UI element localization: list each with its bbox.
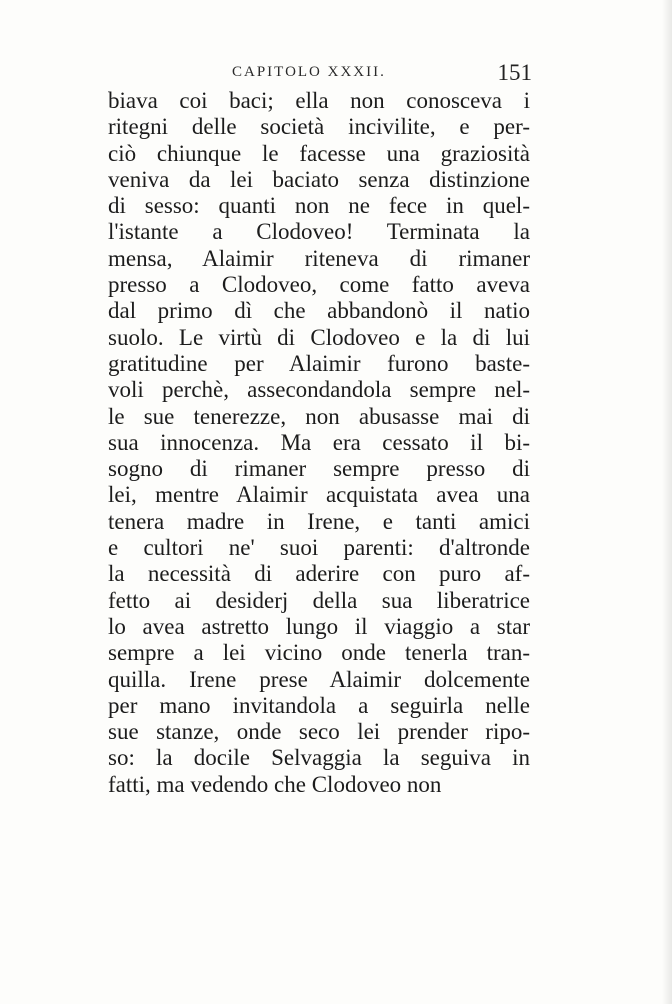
text-line: la necessità di aderire con puro af- xyxy=(108,561,530,587)
text-line: biava coi baci; ella non conosceva i xyxy=(108,88,530,113)
page-header xyxy=(108,60,532,88)
text-line: quilla. Irene prese Alaimir dolcemente xyxy=(108,666,530,692)
text-line: so: la docile Selvaggia la seguiva in xyxy=(108,745,530,771)
body-text xyxy=(108,88,530,798)
text-line: e cultori ne' suoi parenti: d'altronde xyxy=(108,535,530,561)
text-line: presso a Clodoveo, come fatto aveva xyxy=(108,272,530,298)
text-line: lei, mentre Alaimir acquistata avea una xyxy=(108,482,530,508)
text-line: l'istante a Clodoveo! Terminata la xyxy=(108,219,530,245)
text-line: voli perchè, assecondandola sempre nel- xyxy=(108,377,530,403)
text-line: ritegni delle società incivilite, e per- xyxy=(108,114,530,140)
text-line: sue stanze, onde seco lei prender ripo- xyxy=(108,719,530,745)
text-line: fetto ai desiderj della sua liberatrice xyxy=(108,587,530,613)
page-number: 151 xyxy=(497,60,532,85)
text-line: fatti, ma vedendo che Clodoveo non xyxy=(108,771,442,797)
text-line: veniva da lei baciato senza distinzione xyxy=(108,166,530,192)
text-line: tenera madre in Irene, e tanti amici xyxy=(108,508,530,534)
text-line: lo avea astretto lungo il viaggio a star xyxy=(108,613,530,639)
running-head: CAPITOLO XXXII. xyxy=(232,64,386,80)
text-line: sogno di rimaner sempre presso di xyxy=(108,456,530,482)
text-line: gratitudine per Alaimir furono baste- xyxy=(108,350,530,376)
text-line: di sesso: quanti non ne fece in quel- xyxy=(108,193,530,219)
text-line: sua innocenza. Ma era cessato il bi- xyxy=(108,429,530,455)
text-line: per mano invitandola a seguirla nelle xyxy=(108,692,530,718)
text-line: sempre a lei vicino onde tenerla tran- xyxy=(108,640,530,666)
text-line: mensa, Alaimir riteneva di rimaner xyxy=(108,245,530,271)
text-line: le sue tenerezze, non abusasse mai di xyxy=(108,403,530,429)
text-line: ciò chiunque le facesse una graziosità xyxy=(108,140,530,166)
text-line: suolo. Le virtù di Clodoveo e la di lui xyxy=(108,324,530,350)
page-edge-shadow xyxy=(662,0,672,1004)
text-line: dal primo dì che abbandonò il natio xyxy=(108,298,530,324)
